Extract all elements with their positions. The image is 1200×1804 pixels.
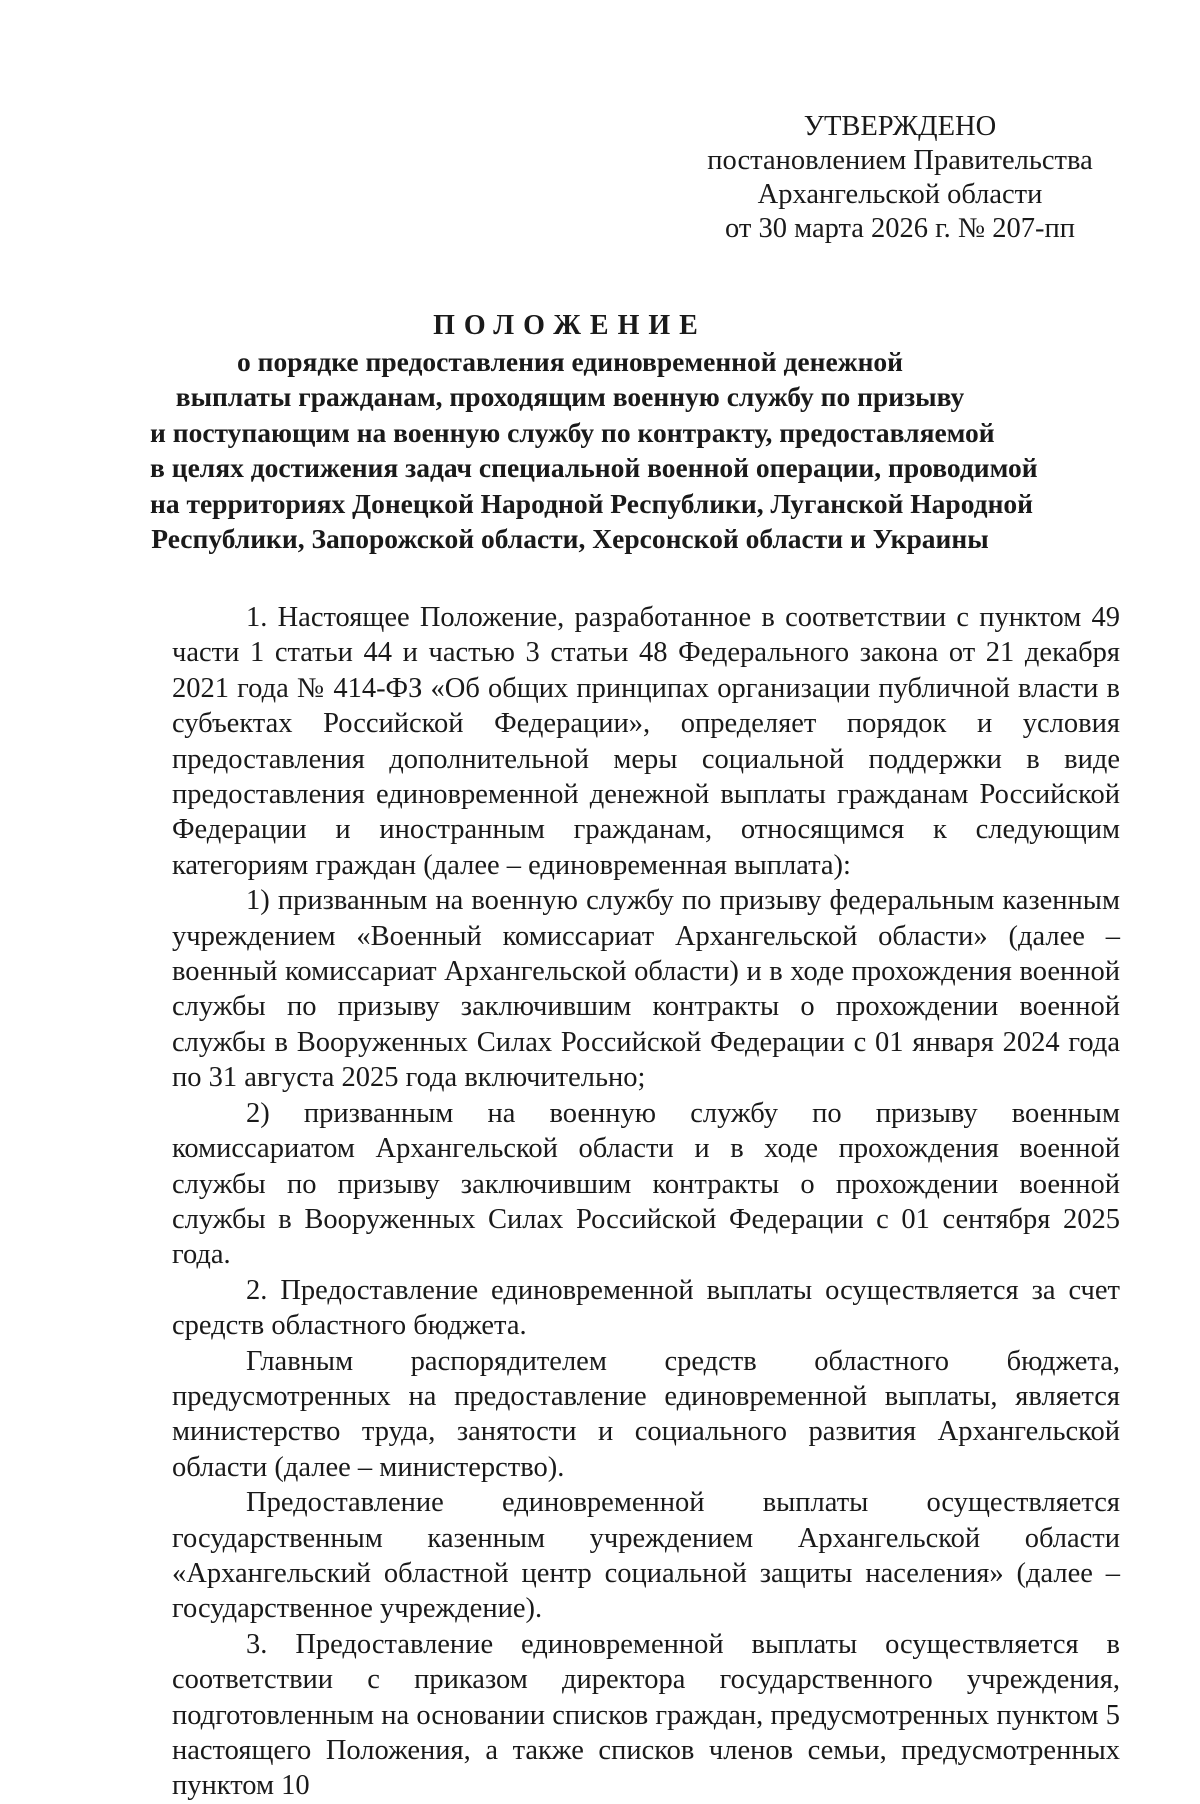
paragraph-2: 2. Предоставление единовременной выплаты осуществляется за счет средств областного бюджета.	[172, 1274, 1120, 1342]
approval-label: УТВЕРЖДЕНО	[803, 111, 997, 142]
paragraph-1-item-2: 2) призванным на военную службу по призыву военным комиссариатом Архангельской области и в ходе прохождения военной службы по призыву заключившим контракты о прохождении военной службы в Вооруженных Силах Российской Федерации с 01 сентября 2025 года.	[172, 1097, 1120, 1271]
document-body	[172, 600, 1120, 1804]
title-line: выплаты гражданам, проходящим военную службу по призыву	[175, 381, 965, 412]
approval-date-number: от 30 марта 2026 г. № 207-пп	[725, 213, 1075, 244]
paragraph-3: 3. Предоставление единовременной выплаты осуществляется в соответствии с приказом директора государственного учреждения, подготовленным на основании списков граждан, предусмотренных пунктом 5 настоящего Положения, а также списков членов семьи, предусмотренных пунктом 10	[172, 1628, 1120, 1802]
title-line: Республики, Запорожской области, Херсонской области и Украины	[151, 523, 989, 554]
title-line: в целях достижения задач специальной военной операции, проводимой	[150, 452, 1038, 483]
title-line: и поступающим на военную службу по контракту, предоставляемой	[150, 416, 995, 448]
title-line: о порядке предоставления единовременной денежной	[236, 345, 904, 377]
document-title	[150, 308, 1038, 557]
approval-region: Архангельской области	[757, 179, 1043, 210]
paragraph-1: 1. Настоящее Положение, разработанное в соответствии с пунктом 49 части 1 статьи 44 и частью 3 статьи 48 Федерального закона от 21 декабря 2021 года № 414-ФЗ «Об общих принципах организации публичной власти в субъектах Российской Федерации», определяет порядок и условия предоставления дополнительной меры социальной поддержки в виде предоставления единовременной денежной выплаты гражданам Российской Федерации и иностранным гражданам, относящимся к следующим категориям граждан (далее – единовременная выплата):	[172, 602, 1120, 881]
approval-authority: постановлением Правительства	[707, 145, 1093, 176]
paragraph-1-item-1: 1) призванным на военную службу по призыву федеральным казенным учреждением «Военный комиссариат Архангельской области» (далее – военный комиссариат Архангельской области) и в ходе прохождения военной службы по призыву заключившим контракты о прохождении военной службы в Вооруженных Силах Российской Федерации с 01 января 2024 года по 31 августа 2025 года включительно;	[172, 885, 1120, 1094]
title-heading: ПОЛОЖЕНИЕ	[433, 310, 707, 341]
approval-stamp	[650, 110, 1150, 246]
paragraph-2-provider: Предоставление единовременной выплаты осуществляется государственным казенным учреждением Архангельской области «Архангельский областной центр социальной защиты населения» (далее – государственное учреждение).	[172, 1487, 1120, 1625]
title-line: на территориях Донецкой Народной Республики, Луганской Народной	[150, 487, 1034, 519]
paragraph-2-main-administrator: Главным распорядителем средств областного бюджета, предусмотренных на предоставление единовременной выплаты, является министерство труда, занятости и социального развития Архангельской области (далее – министерство).	[172, 1345, 1120, 1483]
